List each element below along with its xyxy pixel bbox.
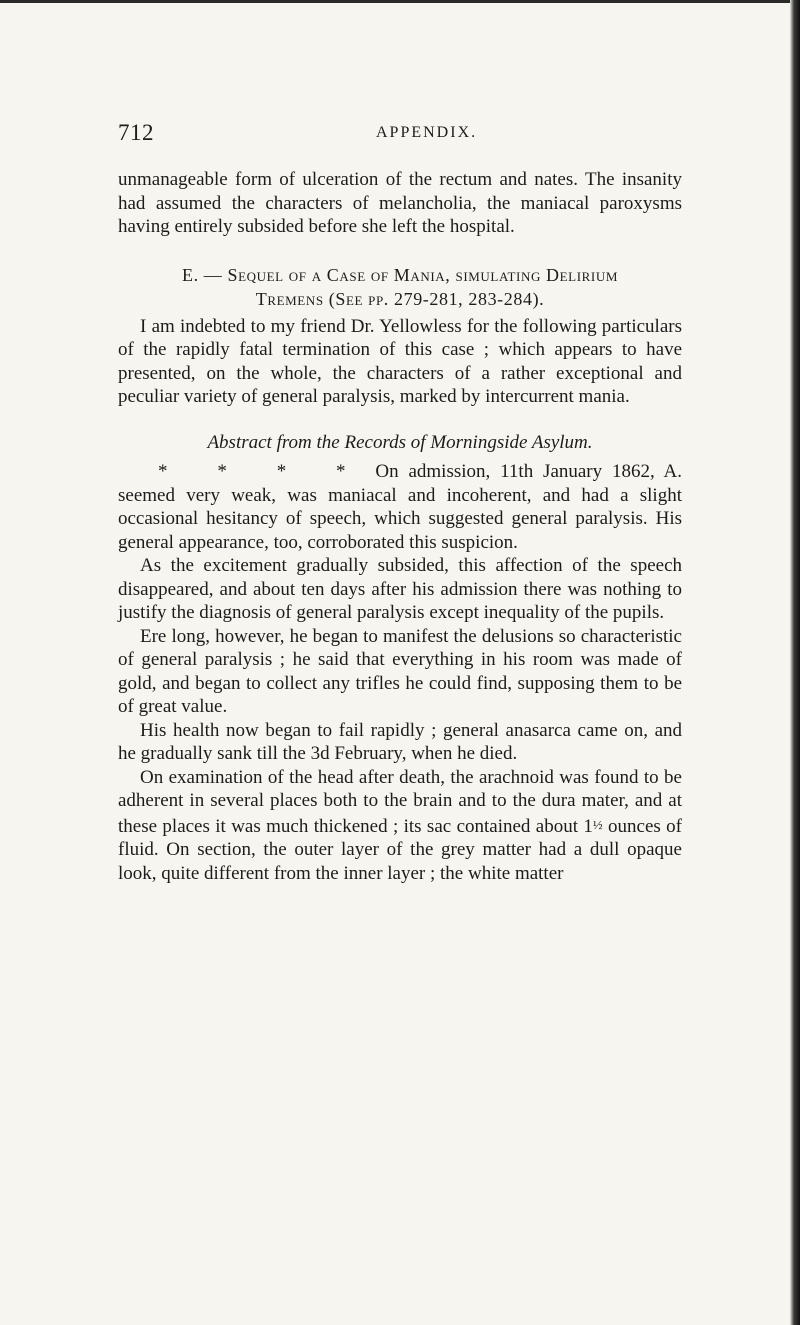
paragraph-examination: [118, 766, 682, 886]
fraction-half: ½: [592, 816, 603, 832]
examination-text-b: ounces of fluid. On section, the outer layer of the grey matter had a dull opaque look, quite different from the inner layer ; the white matter: [118, 815, 682, 884]
abstract-title: Abstract from the Records of Morningside Asylum.: [207, 431, 593, 453]
section-heading: [118, 263, 682, 311]
ellipsis-stars: * * * *: [158, 461, 366, 482]
section-heading-line-1: E. — Sequel of a Case of Mania, simulating Delirium: [182, 264, 618, 285]
running-head: APPENDIX.: [376, 124, 478, 141]
page-edge-shadow: [790, 0, 800, 1325]
top-edge-rule: [0, 0, 800, 3]
paragraph-admission: [118, 460, 682, 554]
paragraph-intro: I am indebted to my friend Dr. Yellowless for the following particulars of the rapidly fatal termination of this case ; which appears to have presented, on the whole, the characters of a rather exceptional and peculiar variety of general paralysis, marked by intercurrent mania.: [118, 315, 682, 407]
paragraph-continuation: unmanageable form of ulceration of the rectum and nates. The insanity had assumed the characters of melancholia, the maniacal paroxysms having entirely subsided before she left the hospital.: [118, 169, 682, 237]
body-text: [118, 168, 682, 885]
paragraph-admission-text: On admission, 11th January 1862, A. seemed very weak, was maniacal and incoherent, and had a slight occasional hesitancy of speech, which suggested general paralysis. His general appearance, too, corroborated this suspicion.: [118, 461, 683, 553]
paragraph-excitement: As the excitement gradually subsided, this affection of the speech disappeared, and about ten days after his admission there was nothing to justify the diagnosis of general paralysis except inequality of the pupils.: [118, 555, 682, 623]
page-header: [118, 120, 678, 150]
examination-text-a: On examination of the head after death, the arachnoid was found to be adherent in several places both to the brain and to the dura mater, and at these places it was much thickened ; its sac contained about 1: [118, 766, 682, 837]
paragraph-health: His health now began to fail rapidly ; general anasarca came on, and he gradually sank till the 3d February, when he died.: [118, 719, 682, 764]
paragraph-delusions: Ere long, however, he began to manifest the delusions so characteristic of general paralysis ; he said that everything in his room was made of gold, and began to collect any trifles he could find, supposing them to be of great value.: [118, 625, 682, 717]
page-number: 712: [118, 120, 154, 145]
section-heading-line-2: Tremens (See pp. 279-281, 283-284).: [255, 288, 545, 309]
